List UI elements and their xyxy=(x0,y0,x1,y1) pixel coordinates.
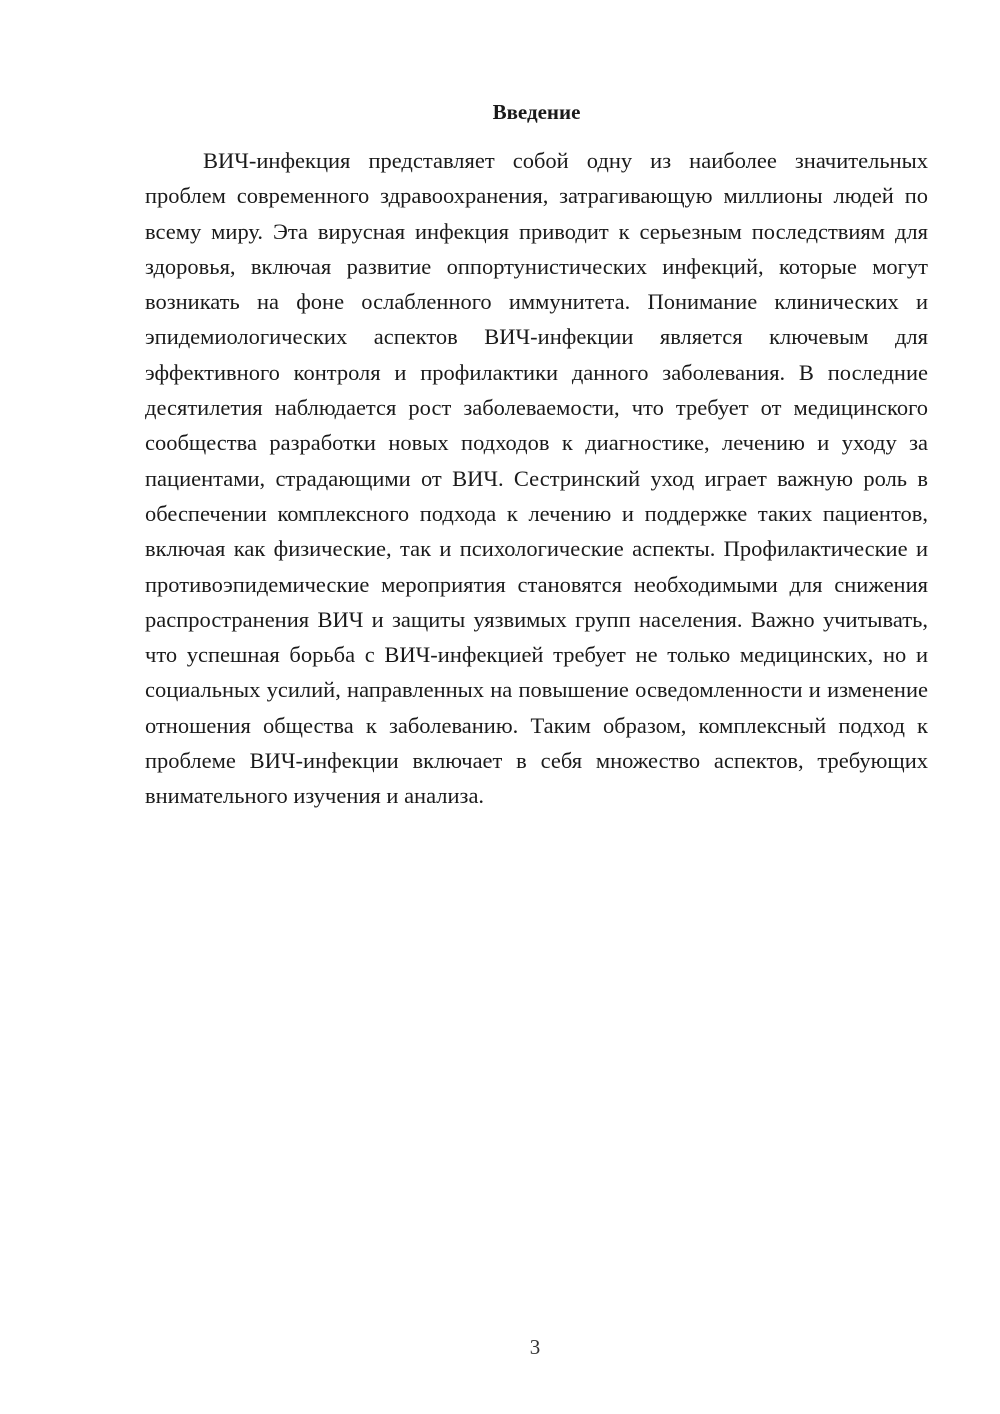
body-paragraph: ВИЧ-инфекция представляет собой одну из наиболее значительных проблем современного здравоохранения, затрагивающую миллионы людей по всему миру. Эта вирусная инфекция приводит к серьезным последствиям для здоровья, включая развитие оппортунистических инфекций, которые могут возникать на фоне ослабленного иммунитета. Понимание клинических и эпидемиологических аспектов ВИЧ-инфекции является ключевым для эффективного контроля и профилактики данного заболевания. В последние десятилетия наблюдается рост заболеваемости, что требует от медицинского сообщества разработки новых подходов к диагностике, лечению и уходу за пациентами, страдающими от ВИЧ. Сестринский уход играет важную роль в обеспечении комплексного подхода к лечению и поддержке таких пациентов, включая как физические, так и психологические аспекты. Профилактические и противоэпидемические мероприятия становятся необходимыми для снижения распространения ВИЧ и защиты уязвимых групп населения. Важно учитывать, что успешная борьба с ВИЧ-инфекцией требует не только медицинских, но и социальных усилий, направленных на повышение осведомленности и изменение отношения общества к заболеванию. Таким образом, комплексный подход к проблеме ВИЧ-инфекции включает в себя множество аспектов, требующих внимательного изучения и анализа. xyxy=(145,148,928,809)
page-number: 3 xyxy=(529,1335,541,1359)
section-heading: Введение xyxy=(492,100,581,124)
